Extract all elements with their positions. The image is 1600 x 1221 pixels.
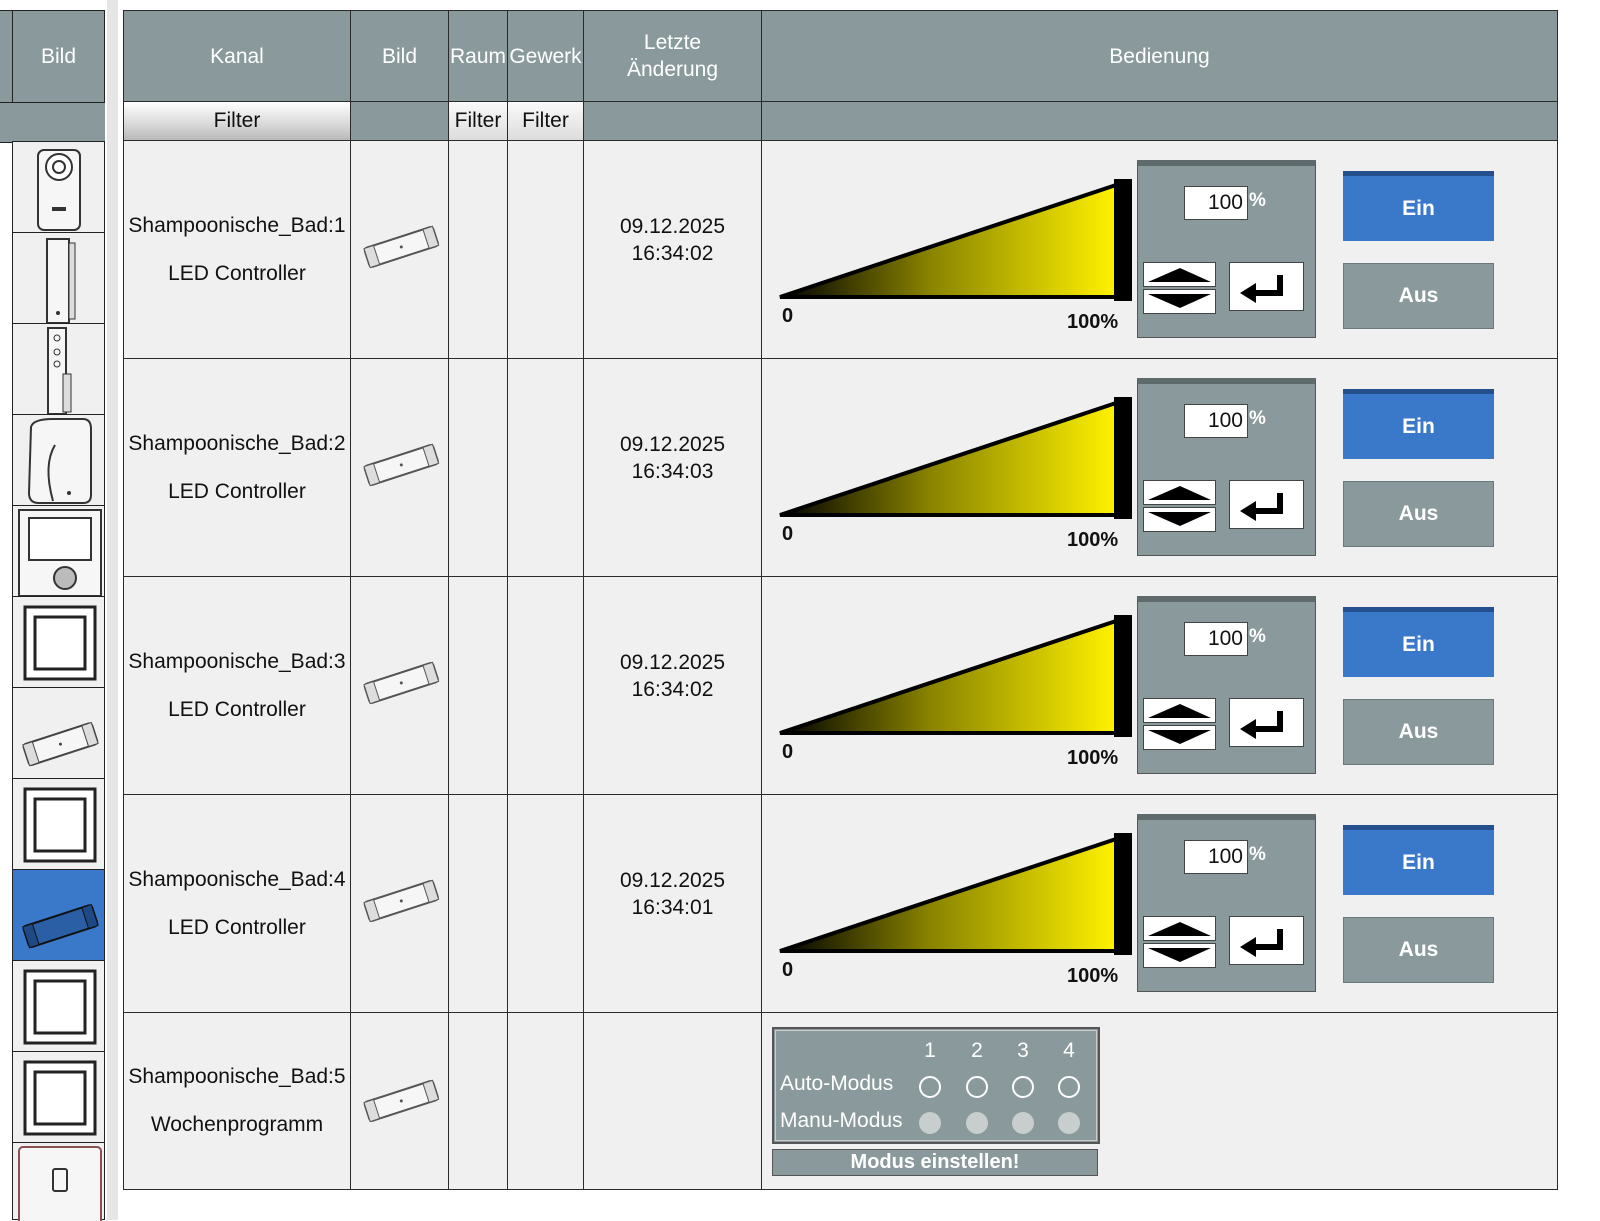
step-up-button[interactable]	[1143, 698, 1216, 723]
auto-mode-radio-1[interactable]	[919, 1076, 941, 1098]
manu-mode-radio-4[interactable]	[1058, 1112, 1080, 1134]
channel-name[interactable]: Shampoonische_Bad:1	[128, 213, 346, 237]
slider-min-label: 0	[782, 305, 794, 327]
channel-name[interactable]: Shampoonische_Bad:2	[128, 431, 346, 455]
level-input[interactable]: 100	[1184, 622, 1248, 656]
strip-device-9-selected[interactable]	[12, 869, 105, 962]
cell-raum	[448, 358, 508, 577]
slider-handle[interactable]	[1114, 179, 1132, 301]
cell-gewerk	[507, 794, 584, 1013]
level-control-box	[1137, 596, 1316, 774]
slider-min-label: 0	[782, 523, 794, 545]
plug-adapter-icon	[13, 142, 106, 235]
led-controller-icon	[13, 688, 106, 781]
table-row-3	[123, 576, 1582, 795]
percent-sign: %	[1249, 844, 1266, 865]
percent-sign: %	[1249, 408, 1266, 429]
triangle-up-icon	[1144, 699, 1215, 722]
cell-last-change	[583, 794, 762, 1013]
percent-sign: %	[1249, 626, 1266, 647]
level-input[interactable]: 100	[1184, 404, 1248, 438]
strip-device-2[interactable]	[12, 232, 105, 325]
enter-icon	[1230, 481, 1303, 528]
channel-type: LED Controller	[168, 479, 306, 503]
header-raum[interactable]: Raum	[448, 10, 508, 102]
slider-max-label: 100%	[1067, 311, 1119, 333]
off-button[interactable]: Aus	[1343, 917, 1494, 983]
filter-bild-empty	[350, 101, 449, 141]
level-stepper[interactable]	[1143, 262, 1216, 314]
change-date: 09.12.2025	[619, 650, 726, 674]
step-down-button[interactable]	[1143, 507, 1216, 532]
table-row-2	[123, 358, 1582, 577]
manu-mode-radio-1[interactable]	[919, 1112, 941, 1134]
on-button[interactable]: Ein	[1343, 389, 1494, 459]
manu-mode-radio-3[interactable]	[1012, 1112, 1034, 1134]
on-button[interactable]: Ein	[1343, 825, 1494, 895]
led-controller-icon	[361, 211, 441, 281]
filter-raum[interactable]: Filter	[448, 101, 508, 141]
header-letzte-aenderung[interactable]	[583, 10, 762, 102]
plug-icon	[13, 1143, 106, 1221]
wall-switch-icon	[13, 961, 106, 1054]
step-up-button[interactable]	[1143, 916, 1216, 941]
header-letzte-line2: Änderung	[626, 58, 719, 81]
cell-gewerk	[507, 358, 584, 577]
table-row-1	[123, 140, 1582, 359]
level-control-box	[1137, 814, 1316, 992]
wall-switch-icon	[13, 1052, 106, 1145]
percent-sign: %	[1249, 190, 1266, 211]
mode-column-3: 3	[1017, 1039, 1029, 1062]
strip-device-11[interactable]	[12, 1051, 105, 1144]
cell-bedienung	[761, 358, 1558, 577]
cell-bedienung	[761, 576, 1558, 795]
triangle-up-icon	[1144, 263, 1215, 286]
wall-switch-icon	[13, 779, 106, 872]
level-stepper[interactable]	[1143, 698, 1216, 750]
level-stepper[interactable]	[1143, 480, 1216, 532]
enter-icon	[1230, 263, 1303, 310]
manu-mode-radio-2[interactable]	[966, 1112, 988, 1134]
filter-bedienung-empty	[761, 101, 1558, 141]
step-up-button[interactable]	[1143, 262, 1216, 287]
on-button[interactable]: Ein	[1343, 171, 1494, 241]
cell-bild	[350, 358, 449, 577]
header-kanal[interactable]: Kanal	[123, 10, 351, 102]
channel-type: LED Controller	[168, 697, 306, 721]
level-control-box	[1137, 160, 1316, 338]
wall-sensor-icon	[13, 415, 106, 508]
level-input[interactable]: 100	[1184, 186, 1248, 220]
slider-max-label: 100%	[1067, 529, 1119, 551]
cell-bild	[350, 576, 449, 795]
slider-handle[interactable]	[1114, 397, 1132, 519]
apply-level-button[interactable]	[1229, 480, 1304, 529]
cell-gewerk	[507, 140, 584, 359]
mode-column-2: 2	[971, 1039, 983, 1062]
dimmer-slider[interactable]	[778, 615, 1138, 739]
strip-device-5[interactable]	[12, 505, 105, 598]
dimmer-slider[interactable]	[778, 397, 1138, 521]
channel-name[interactable]: Shampoonische_Bad:3	[128, 649, 346, 673]
change-date: 09.12.2025	[619, 432, 726, 456]
cell-last-change	[583, 1012, 762, 1190]
channel-type: Wochenprogramm	[150, 1113, 324, 1136]
enter-icon	[1230, 699, 1303, 746]
cell-kanal	[123, 576, 351, 795]
on-button[interactable]: Ein	[1343, 607, 1494, 677]
mode-column-1: 1	[924, 1039, 936, 1062]
table-row-5	[123, 1012, 1582, 1190]
enter-icon	[1230, 917, 1303, 964]
slider-handle[interactable]	[1114, 615, 1132, 737]
left-divider	[107, 0, 118, 1220]
slider-max-label: 100%	[1067, 965, 1119, 987]
change-time: 16:34:01	[631, 895, 714, 919]
strip-header-edge	[0, 10, 12, 103]
level-input[interactable]: 100	[1184, 840, 1248, 874]
thermostat-display-icon	[13, 506, 106, 599]
manu-mode-label: Manu-Modus	[780, 1109, 903, 1132]
wall-switch-icon	[13, 597, 106, 690]
channel-name[interactable]: Shampoonische_Bad:4	[128, 867, 346, 891]
filter-kanal[interactable]: Filter	[123, 101, 351, 141]
table-row-4	[123, 794, 1582, 1013]
triangle-down-icon	[1144, 508, 1215, 531]
cell-gewerk	[507, 1012, 584, 1190]
triangle-down-icon	[1144, 726, 1215, 749]
cell-kanal	[123, 140, 351, 359]
change-time: 16:34:02	[631, 241, 714, 265]
cell-gewerk	[507, 576, 584, 795]
dimmer-slider[interactable]	[778, 179, 1138, 303]
cell-kanal	[123, 358, 351, 577]
header-bild[interactable]: Bild	[350, 10, 449, 102]
cell-last-change	[583, 576, 762, 795]
led-controller-icon	[361, 865, 441, 935]
slider-handle[interactable]	[1114, 833, 1132, 955]
level-control-box	[1137, 378, 1316, 556]
strip-filter-row	[0, 103, 105, 143]
triangle-down-icon	[1144, 944, 1215, 967]
change-date: 09.12.2025	[619, 214, 726, 238]
apply-level-button[interactable]	[1229, 262, 1304, 311]
change-time: 16:34:03	[631, 459, 714, 483]
apply-level-button[interactable]	[1229, 916, 1304, 965]
dimmer-slider[interactable]	[778, 833, 1138, 957]
cell-raum	[448, 794, 508, 1013]
strip-device-3[interactable]	[12, 323, 105, 416]
cell-kanal	[123, 794, 351, 1013]
strip-device-10[interactable]	[12, 960, 105, 1053]
auto-mode-radio-4[interactable]	[1058, 1076, 1080, 1098]
cell-last-change	[583, 140, 762, 359]
strip-device-7[interactable]	[12, 687, 105, 780]
header-gewerk[interactable]: Gewerk	[507, 10, 584, 102]
channel-type: LED Controller	[168, 915, 306, 939]
off-button[interactable]: Aus	[1343, 699, 1494, 765]
strip-header-bild: Bild	[12, 10, 105, 103]
off-button[interactable]: Aus	[1343, 481, 1494, 547]
header-bedienung: Bedienung	[761, 10, 1558, 102]
cell-last-change	[583, 358, 762, 577]
mode-column-4: 4	[1063, 1039, 1075, 1062]
led-controller-icon	[361, 647, 441, 717]
led-controller-icon	[361, 429, 441, 499]
channel-table	[123, 10, 1582, 1210]
cell-bedienung	[761, 1012, 1558, 1190]
strip-device-8[interactable]	[12, 778, 105, 871]
off-button[interactable]: Aus	[1343, 263, 1494, 329]
slider-max-label: 100%	[1067, 747, 1119, 769]
week-program-mode-panel	[772, 1027, 1100, 1144]
cell-bedienung	[761, 140, 1558, 359]
channel-name[interactable]: Shampoonische_Bad:5	[128, 1065, 346, 1088]
led-controller-icon	[361, 1065, 441, 1135]
triangle-up-icon	[1144, 481, 1215, 504]
level-stepper[interactable]	[1143, 916, 1216, 968]
cell-bedienung	[761, 794, 1558, 1013]
strip-device-6[interactable]	[12, 596, 105, 689]
step-down-button[interactable]	[1143, 725, 1216, 750]
channel-type: LED Controller	[168, 261, 306, 285]
auto-mode-radio-2[interactable]	[966, 1076, 988, 1098]
step-down-button[interactable]	[1143, 943, 1216, 968]
door-contact-icon	[13, 233, 106, 326]
door-sensor-icon	[13, 324, 106, 417]
change-time: 16:34:02	[631, 677, 714, 701]
cell-raum	[448, 140, 508, 359]
slider-min-label: 0	[782, 741, 794, 763]
cell-raum	[448, 576, 508, 795]
apply-level-button[interactable]	[1229, 698, 1304, 747]
cell-bild	[350, 1012, 449, 1190]
device-image-strip	[0, 0, 107, 1220]
led-controller-icon	[13, 870, 106, 963]
strip-device-4[interactable]	[12, 414, 105, 507]
strip-device-1[interactable]	[12, 141, 105, 234]
header-letzte-line1: Letzte	[643, 31, 702, 54]
cell-raum	[448, 1012, 508, 1190]
change-date: 09.12.2025	[619, 868, 726, 892]
slider-min-label: 0	[782, 959, 794, 981]
cell-kanal	[123, 1012, 351, 1190]
cell-bild	[350, 140, 449, 359]
auto-mode-label: Auto-Modus	[780, 1072, 894, 1095]
filter-gewerk[interactable]: Filter	[507, 101, 584, 141]
step-up-button[interactable]	[1143, 480, 1216, 505]
auto-mode-radio-3[interactable]	[1012, 1076, 1034, 1098]
strip-device-12[interactable]	[12, 1142, 105, 1220]
step-down-button[interactable]	[1143, 289, 1216, 314]
cell-bild	[350, 794, 449, 1013]
set-mode-button[interactable]: Modus einstellen!	[772, 1149, 1098, 1176]
triangle-down-icon	[1144, 290, 1215, 313]
triangle-up-icon	[1144, 917, 1215, 940]
filter-date-empty	[583, 101, 762, 141]
